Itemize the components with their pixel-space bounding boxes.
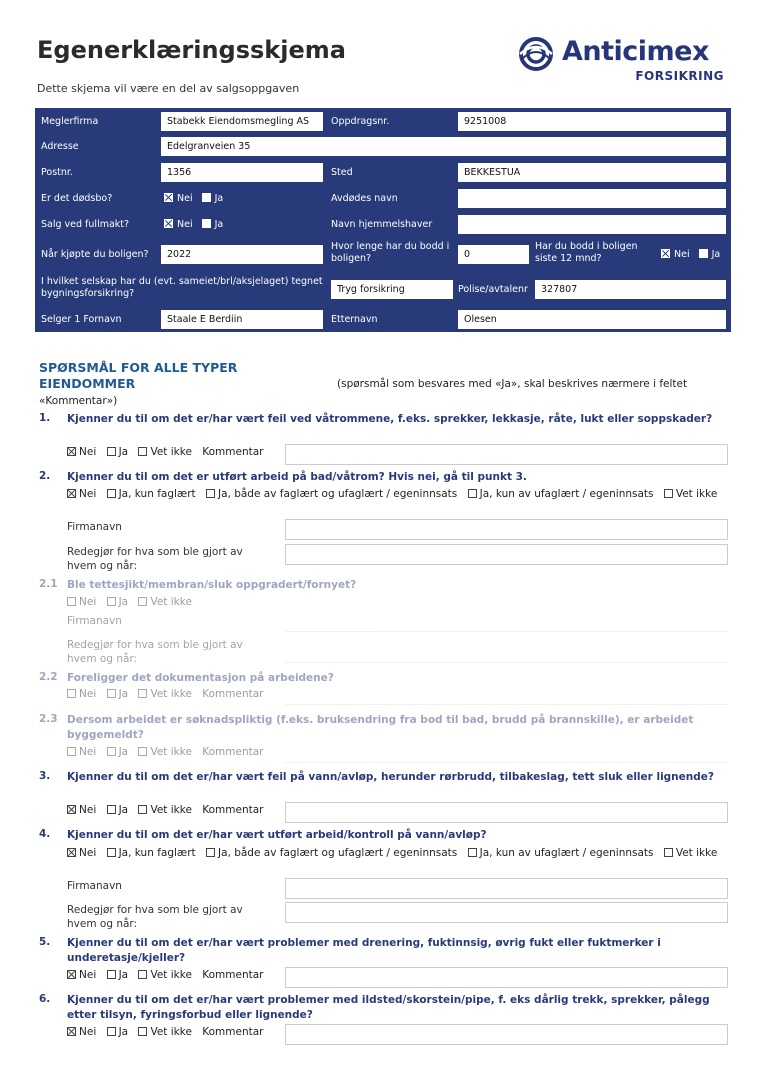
question-number: 1. [39,412,51,424]
q5-nei-checkbox[interactable] [67,970,76,979]
q2-vetikke-checkbox[interactable] [664,489,673,498]
question-text: Kjenner du til om det er/har vært problemer med ildsted/skorstein/pipe, f. eks dårlig trekk, sprekker, pålegg etter tilsyn, fyringsforbud eller lignende? [67,994,710,1021]
q2-firmanavn-input[interactable] [285,519,728,540]
dodsbo-ja-checkbox[interactable] [202,193,211,202]
sted-label: Sted [331,167,353,178]
q5-ja-checkbox[interactable] [107,970,116,979]
nei-label: Nei [79,446,97,458]
fullmakt-nei-checkbox[interactable] [164,219,173,228]
nei-label: Nei [79,488,97,500]
kommentar-label: Kommentar [202,1026,264,1038]
question-text: Foreligger det dokumentasjon på arbeidene? [67,672,334,684]
vet-ikke-label: Vet ikke [150,746,192,758]
anticimex-logo [516,36,732,86]
q4-vetikke-checkbox[interactable] [664,848,673,857]
bodd12-options [661,249,720,261]
firmanavn-label: Firmanavn [67,880,122,892]
dodsbo-label: Er det dødsbo? [41,193,113,204]
fullmakt-nei-label: Nei [177,219,193,230]
ja-label: Ja [118,446,129,458]
redegjor-label: Redegjør for hva som ble gjort av hvem og når: [67,904,243,930]
nei-label: Nei [79,969,97,981]
question-number: 2. [39,470,51,482]
q6-ja-checkbox[interactable] [107,1027,116,1036]
ja-label: Ja [118,804,129,816]
meglerfirma-label: Meglerfirma [41,116,99,127]
q2-ja-faglaert-checkbox[interactable] [107,489,116,498]
question-text: Kjenner du til om det er/har vært problemer med drenering, fuktinnsig, øvrig fukt eller fuktmerker i underetasje/kjeller? [67,937,661,964]
q22-kommentar-line[interactable] [285,704,728,705]
avdodes-label: Avdødes navn [331,193,398,204]
sted-field[interactable]: BEKKESTUA [458,163,726,182]
question-text: Kjenner du til om det er/har vært utført arbeid/kontroll på vann/avløp? [67,829,487,841]
bodd-label: Hvor lenge har du bodd i boligen? [331,241,450,264]
fullmakt-ja-checkbox[interactable] [202,219,211,228]
q21-options [67,596,192,608]
etternavn-label: Etternavn [331,314,378,325]
nei-label: Nei [79,596,97,608]
vet-ikke-label: Vet ikke [150,1026,192,1038]
q22-vetikke-checkbox[interactable] [138,689,147,698]
bodd12-label: Har du bodd i boligen siste 12 mnd? [535,241,638,264]
q2-nei-checkbox[interactable] [67,489,76,498]
q4-nei-checkbox[interactable] [67,848,76,857]
ja-label: Ja [118,746,129,758]
dodsbo-nei-label: Nei [177,193,193,204]
vet-ikke-label: Vet ikke [150,446,192,458]
vet-ikke-label: Vet ikke [150,688,192,700]
selskap-field[interactable]: Tryg forsikring [331,280,453,299]
ja-ufaglaert-label: Ja, kun av ufaglært / egeninnsats [479,847,654,859]
question-number: 5. [39,936,51,948]
q21-nei-checkbox[interactable] [67,597,76,606]
firmanavn-label: Firmanavn [67,615,122,627]
section-note: (spørsmål som besvares med «Ja», skal beskrives nærmere i feltet [337,378,688,390]
question-text: Ble tettesjikt/membran/sluk oppgradert/fornyet? [67,579,357,591]
q1-ja-checkbox[interactable] [107,447,116,456]
page-title: Egenerklæringsskjema [37,36,346,64]
polise-label: Polise/avtalenr [458,284,528,295]
selger-label: Selger 1 Fornavn [41,314,122,325]
q21-ja-checkbox[interactable] [107,597,116,606]
q2-options [67,487,732,502]
section-title: SPØRSMÅL FOR ALLE TYPER EIENDOMMER [39,360,238,391]
oppdragsnr-field[interactable]: 9251008 [458,112,726,131]
kjopt-field[interactable]: 2022 [161,245,323,264]
logo-sub: FORSIKRING [635,69,724,83]
vet-ikke-label: Vet ikke [150,969,192,981]
q4-ja-faglaert-checkbox[interactable] [107,848,116,857]
q23-vetikke-checkbox[interactable] [138,747,147,756]
ja-faglaert-label: Ja, kun faglært [118,847,196,859]
q3-options [67,804,263,816]
nei-label: Nei [79,847,97,859]
kommentar-label: Kommentar [202,969,264,981]
q1-kommentar-input[interactable] [285,444,728,465]
vet-ikke-label: Vet ikke [675,488,718,500]
q6-vetikke-checkbox[interactable] [138,1027,147,1036]
bodd12-ja-label: Ja [711,249,721,260]
q4-ja-begge-checkbox[interactable] [206,848,215,857]
q23-nei-checkbox[interactable] [67,747,76,756]
vet-ikke-label: Vet ikke [150,804,192,816]
bodd-field[interactable]: 0 [458,245,529,264]
q3-ja-checkbox[interactable] [107,805,116,814]
question-number: 3. [39,770,51,782]
vet-ikke-label: Vet ikke [150,596,192,608]
postnr-field[interactable]: 1356 [161,163,323,182]
ja-ufaglaert-label: Ja, kun av ufaglært / egeninnsats [479,488,654,500]
q5-options [67,969,263,981]
q1-nei-checkbox[interactable] [67,447,76,456]
q6-options [67,1026,263,1038]
q3-nei-checkbox[interactable] [67,805,76,814]
dodsbo-nei-checkbox[interactable] [164,193,173,202]
q4-firmanavn-input[interactable] [285,878,728,899]
q5-kommentar-input[interactable] [285,967,728,988]
fullmakt-label: Salg ved fullmakt? [41,219,130,230]
q1-options [67,446,263,458]
nei-label: Nei [79,688,97,700]
kjopt-label: Når kjøpte du boligen? [41,249,149,260]
q3-vetikke-checkbox[interactable] [138,805,147,814]
ja-faglaert-label: Ja, kun faglært [118,488,196,500]
question-number: 2.2 [39,671,58,683]
oppdragsnr-label: Oppdragsnr. [331,116,390,127]
q4-ja-ufaglaert-checkbox[interactable] [468,848,477,857]
dodsbo-options [164,193,223,205]
ja-begge-label: Ja, både av faglært og ufaglært / egeninnsats [218,847,458,859]
question-number: 4. [39,828,51,840]
question-text: Dersom arbeidet er søknadspliktig (f.eks. bruksendring fra bod til bad, brudd på brannskille), er arbeidet byggemeldt? [67,714,694,741]
adresse-label: Adresse [41,141,79,152]
q3-kommentar-input[interactable] [285,802,728,823]
q23-options [67,746,263,758]
vet-ikke-label: Vet ikke [675,847,718,859]
q6-nei-checkbox[interactable] [67,1027,76,1036]
kommentar-label: Kommentar [202,804,264,816]
fullmakt-ja-label: Ja [214,219,224,230]
redegjor-label: Redegjør for hva som ble gjort av hvem og når: [67,546,243,572]
question-number: 2.1 [39,578,58,590]
q21-vetikke-checkbox[interactable] [138,597,147,606]
avdodes-field[interactable] [458,189,726,208]
q2-ja-begge-checkbox[interactable] [206,489,215,498]
q4-redegjor-input[interactable] [285,902,728,923]
bodd12-nei-label: Nei [674,249,690,260]
redegjor-label: Redegjør for hva som ble gjort av hvem og når: [67,639,243,665]
meglerfirma-field[interactable]: Stabekk Eiendomsmegling AS [161,112,323,131]
fullmakt-options [164,219,223,231]
property-info-panel [35,108,731,332]
question-text: Kjenner du til om det er/har vært feil på vann/avløp, herunder rørbrudd, tilbakeslag, tett sluk eller lignende? [67,771,714,783]
selskap-label: I hvilket selskap har du (evt. sameiet/brl/aksjelaget) tegnet bygningsforsikring? [41,276,323,299]
selger-field[interactable]: Staale E Berdiin [161,310,323,329]
ja-label: Ja [118,1026,129,1038]
adresse-field[interactable]: Edelgranveien 35 [161,137,726,156]
q22-options [67,688,263,700]
bodd12-ja-checkbox[interactable] [699,249,708,258]
q2-ja-ufaglaert-checkbox[interactable] [468,489,477,498]
postnr-label: Postnr. [41,167,73,178]
q5-vetikke-checkbox[interactable] [138,970,147,979]
hjemmel-field[interactable] [458,215,726,234]
q4-options [67,846,732,861]
firmanavn-label: Firmanavn [67,521,122,533]
q2-redegjor-input[interactable] [285,544,728,565]
polise-field[interactable]: 327807 [535,280,726,299]
section-note-cont: «Kommentar») [39,395,118,407]
hjemmel-label: Navn hjemmelshaver [331,219,433,230]
dodsbo-ja-label: Ja [214,193,224,204]
question-number: 6. [39,993,51,1005]
q21-firmanavn-line[interactable] [285,631,728,632]
nei-label: Nei [79,804,97,816]
anticimex-logo-icon [516,36,556,72]
kommentar-label: Kommentar [202,446,264,458]
q1-vetikke-checkbox[interactable] [138,447,147,456]
q22-ja-checkbox[interactable] [107,689,116,698]
logo-brand: Anticimex [562,36,709,67]
nei-label: Nei [79,746,97,758]
question-text: Kjenner du til om det er utført arbeid på bad/våtrom? Hvis nei, gå til punkt 3. [67,471,527,483]
ja-label: Ja [118,969,129,981]
kommentar-label: Kommentar [202,688,264,700]
ja-label: Ja [118,688,129,700]
ja-label: Ja [118,596,129,608]
ja-begge-label: Ja, både av faglært og ufaglært / egeninnsats [218,488,458,500]
kommentar-label: Kommentar [202,746,264,758]
q21-redegjor-line[interactable] [285,662,728,663]
q23-ja-checkbox[interactable] [107,747,116,756]
etternavn-field[interactable]: Olesen [458,310,726,329]
q23-kommentar-line[interactable] [285,762,728,763]
bodd12-nei-checkbox[interactable] [661,249,670,258]
nei-label: Nei [79,1026,97,1038]
q22-nei-checkbox[interactable] [67,689,76,698]
question-text: Kjenner du til om det er/har vært feil ved våtrommene, f.eks. sprekker, lekkasje, råte, lukt eller soppskader? [67,413,713,425]
question-number: 2.3 [39,713,58,725]
q6-kommentar-input[interactable] [285,1024,728,1045]
page-subtitle: Dette skjema vil være en del av salgsoppgaven [37,82,300,95]
